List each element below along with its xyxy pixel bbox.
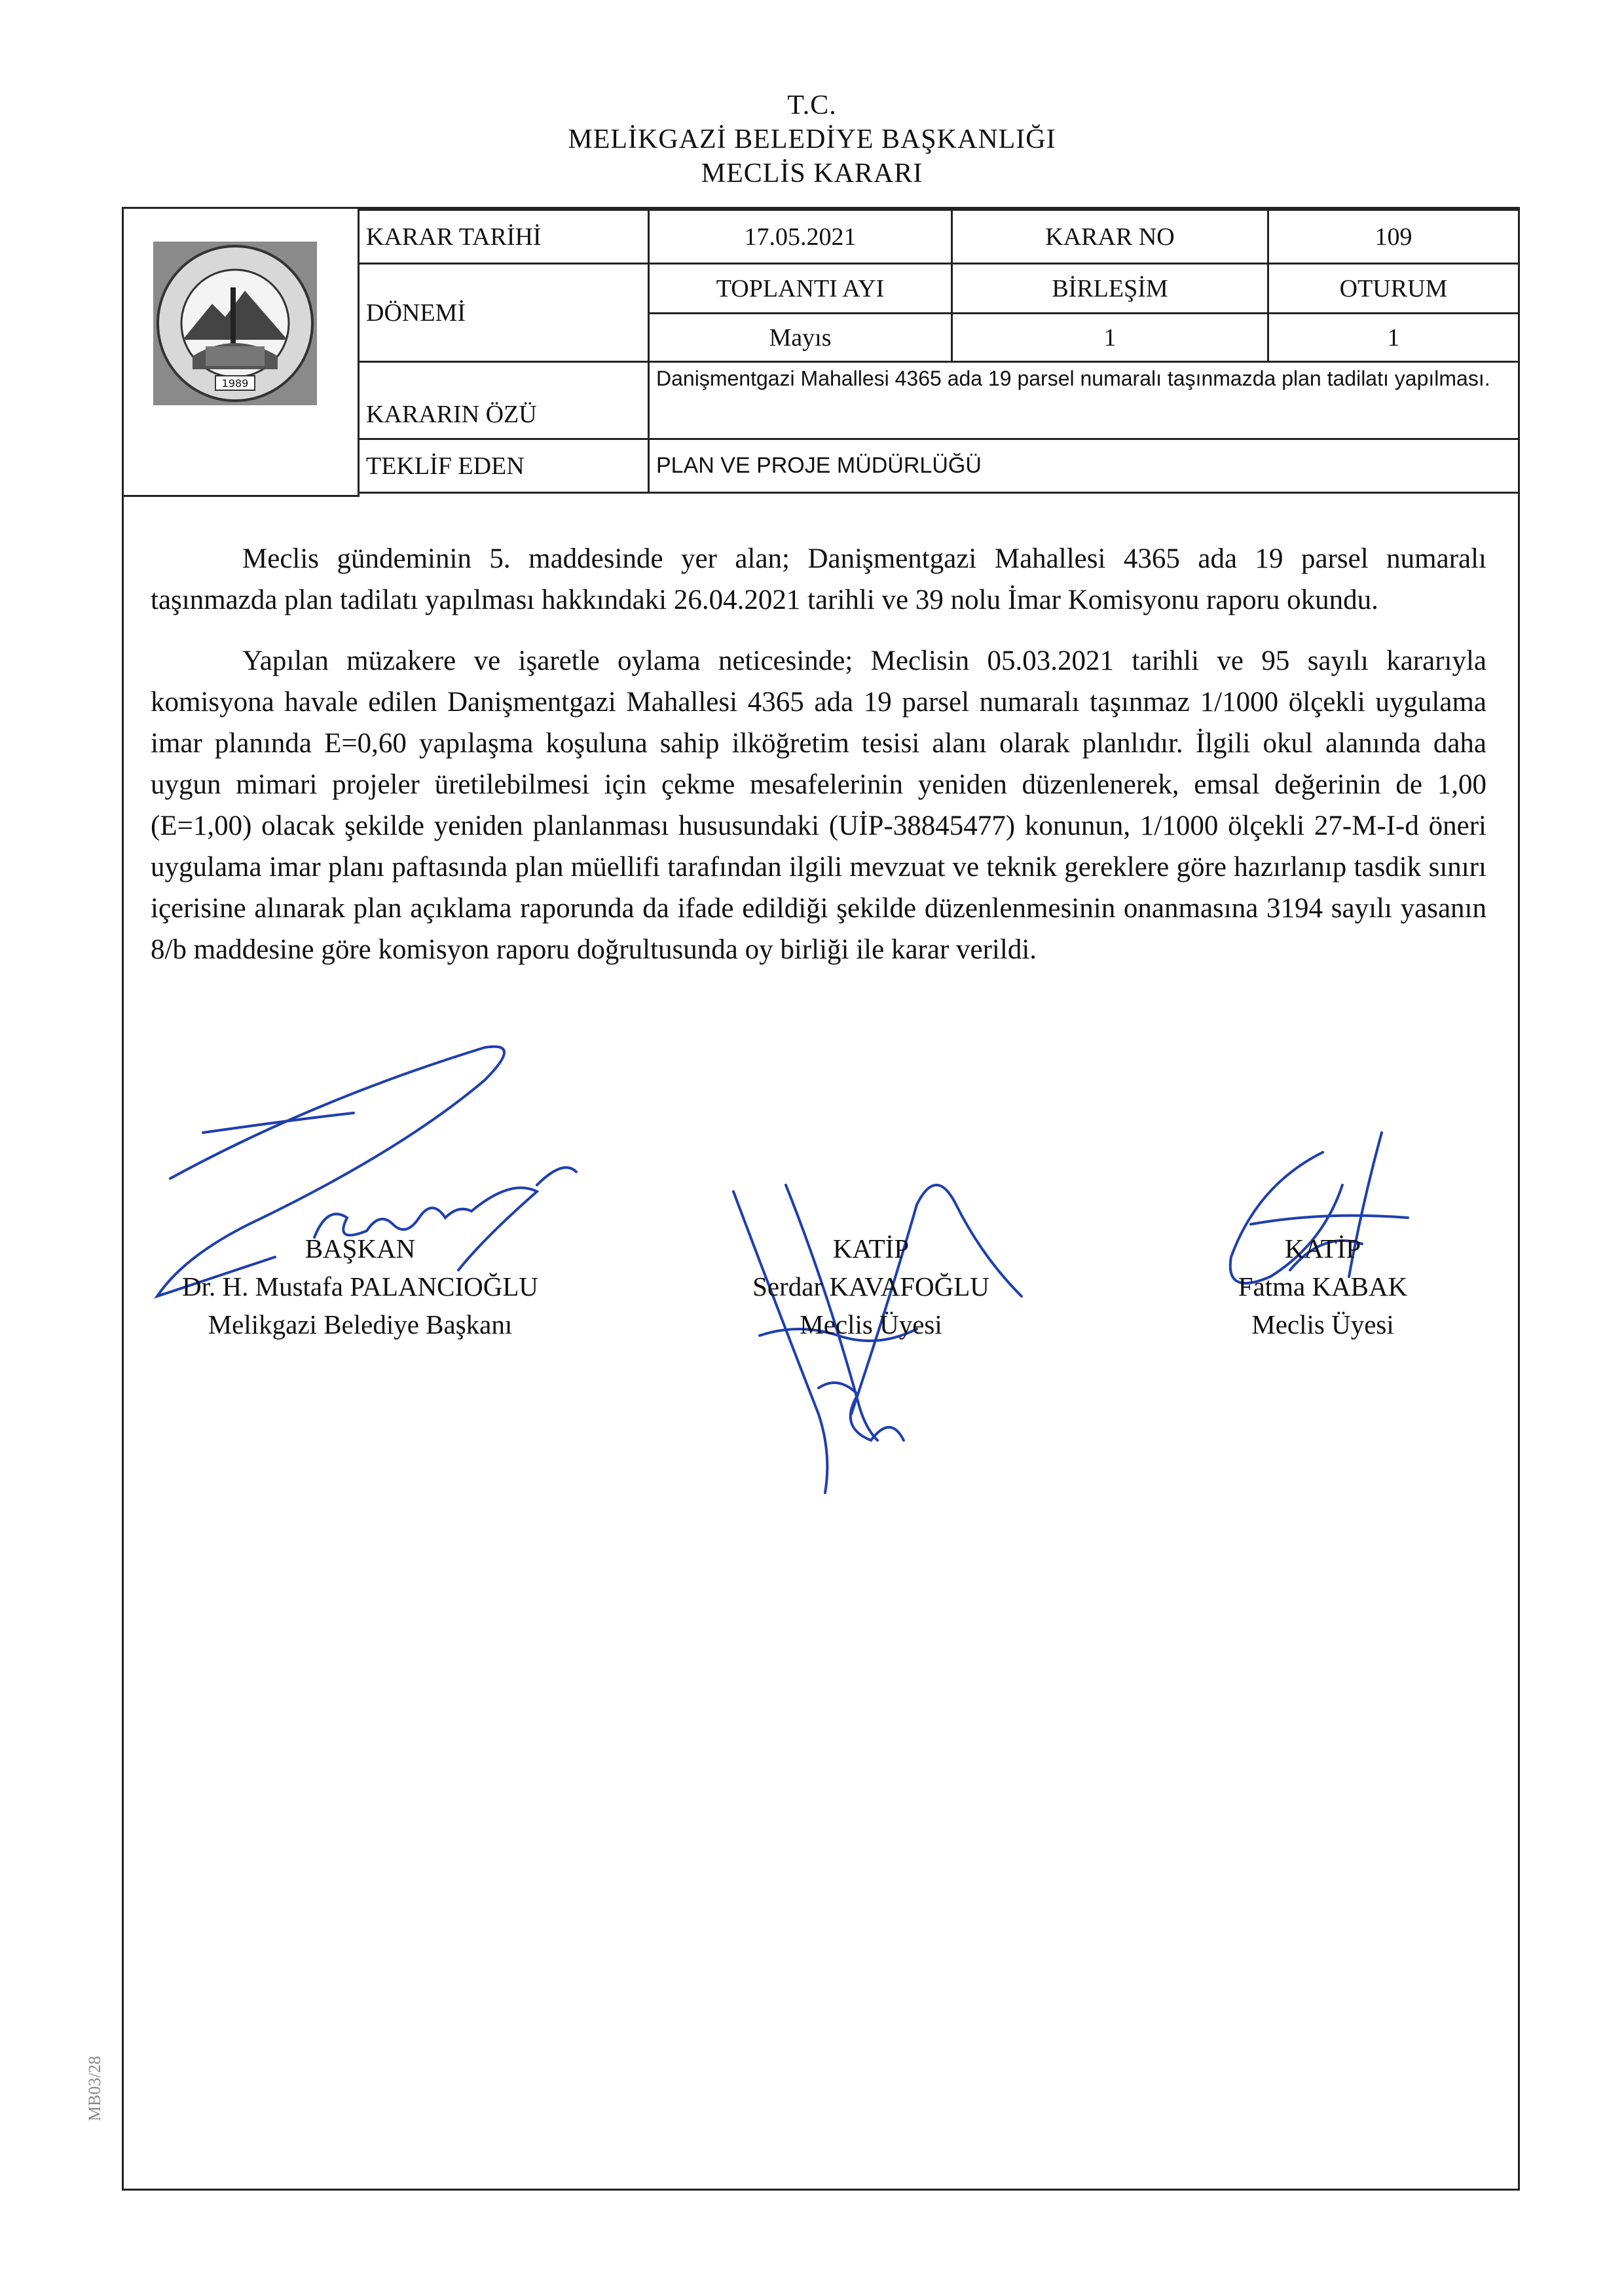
karar-no-value: 109 — [1268, 210, 1519, 264]
karar-tarihi-value: 17.05.2021 — [649, 210, 952, 264]
karar-tarihi-label: KARAR TARİHİ — [359, 210, 649, 264]
table-row — [359, 210, 1519, 264]
header-line-tc: T.C. — [787, 90, 837, 120]
signature-block-baskan — [131, 1230, 589, 1343]
karar-no-label: KARAR NO — [952, 210, 1268, 264]
ozu-label: KARARIN ÖZÜ — [359, 362, 649, 439]
signature-title: Meclis Üyesi — [1251, 1309, 1394, 1339]
toplanti-ayi-label: TOPLANTI AYI — [649, 264, 952, 314]
donemi-label: DÖNEMİ — [359, 264, 649, 362]
signature-role: KATİP — [1284, 1233, 1361, 1264]
ozu-value: Danişmentgazi Mahallesi 4365 ada 19 parsel numaralı taşınmazda plan tadilatı yapılması. — [649, 362, 1519, 439]
oturum-value: 1 — [1268, 314, 1519, 362]
table-row — [359, 362, 1519, 439]
signature-name: Fatma KABAK — [1238, 1271, 1408, 1302]
signature-role: KATİP — [832, 1233, 910, 1264]
logo-cell — [124, 209, 360, 497]
decision-body — [151, 538, 1486, 990]
toplanti-ayi-value: Mayıs — [649, 314, 952, 362]
body-paragraph-1: Meclis gündeminin 5. maddesinde yer alan; Danişmentgazi Mahallesi 4365 ada 19 parsel numaralı taşınmazda plan tadilatı yapılması hakkındaki 26.04.2021 tarihli ve 39 nolu İmar Komisyonu raporu okundu. — [151, 543, 1486, 615]
document-header — [0, 88, 1624, 191]
signature-block-katip-2 — [1159, 1230, 1486, 1343]
teklif-label: TEKLİF EDEN — [359, 439, 649, 493]
birlesim-value: 1 — [952, 314, 1268, 362]
header-line-decision: MECLİS KARARI — [701, 158, 923, 189]
signature-title: Melikgazi Belediye Başkanı — [208, 1309, 513, 1339]
teklif-value: PLAN VE PROJE MÜDÜRLÜĞÜ — [649, 439, 1519, 493]
oturum-label: OTURUM — [1268, 264, 1519, 314]
svg-text:1989: 1989 — [221, 377, 249, 390]
signature-name: Serdar KAVAFOĞLU — [752, 1271, 989, 1302]
header-line-municipality: MELİKGAZİ BELEDİYE BAŞKANLIĞI — [568, 124, 1056, 155]
table-row — [359, 264, 1519, 314]
municipality-seal-icon — [153, 242, 317, 405]
table-row — [359, 439, 1519, 493]
signature-title: Meclis Üyesi — [800, 1309, 942, 1339]
body-paragraph-2: Yapılan müzakere ve işaretle oylama neticesinde; Meclisin 05.03.2021 tarihli ve 95 sayılı kararıyla komisyona havale edilen Danişmentgazi Mahallesi 4365 ada 19 parsel numaralı taşınmaz 1/1000 ölçekli uygulama imar planında E=0,60 yapılaşma koşuluna sahip ilköğretim tesisi alanı olarak planlıdır. İlgili okul alanında daha uygun mimari projeler üretilebilmesi için çekme mesafelerinin yeniden düzenlenerek, emsal değerinin de 1,00 (E=1,00) olacak şekilde yeniden planlanması hususundaki (UİP-38845477) konunun, 1/1000 ölçekli 27-M-I-d öneri uygulama imar planı paftasında plan müellifi tarafından ilgili mevzuat ve teknik gereklere göre hazırlanıp tasdik sınırı içerisine alınarak plan açıklama raporunda da ifade edildiği şekilde düzenlenmesinin onanmasına 3194 sayılı yasanın 8/b maddesine göre komisyon raporu doğrultusunda oy birliği ile karar verildi. — [151, 646, 1486, 965]
side-form-code: MB03/28 — [85, 2056, 104, 2121]
signature-block-katip-1 — [674, 1230, 1067, 1343]
signature-role: BAŞKAN — [304, 1233, 416, 1264]
birlesim-label: BİRLEŞİM — [952, 264, 1268, 314]
signature-name: Dr. H. Mustafa PALANCIOĞLU — [182, 1271, 538, 1302]
decision-info-table — [358, 209, 1520, 494]
